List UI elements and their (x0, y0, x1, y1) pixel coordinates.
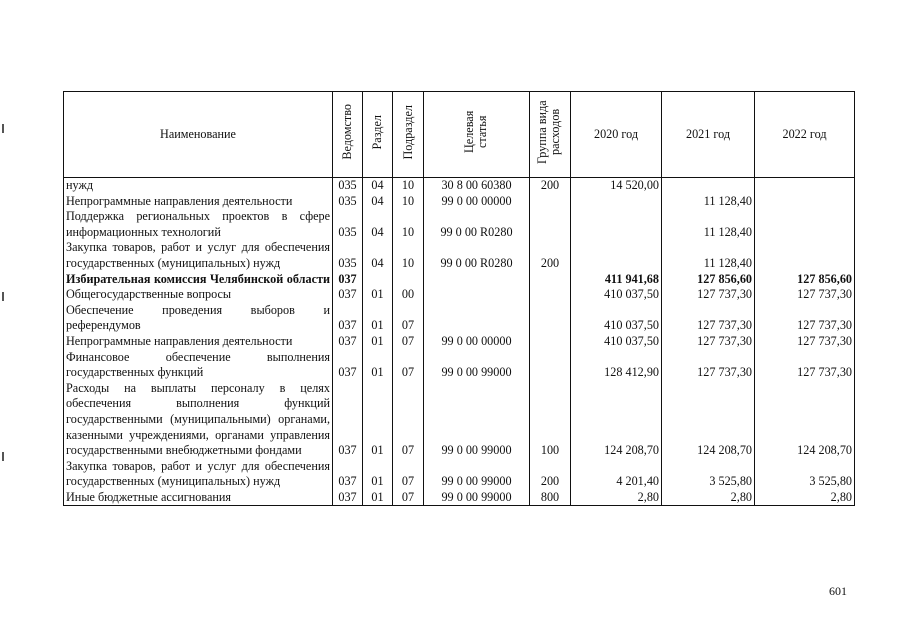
row-dept: 035 (333, 194, 363, 210)
scan-margin-mark (2, 452, 4, 461)
table-row (64, 381, 855, 459)
row-section: 04 (363, 240, 393, 271)
row-section: 01 (363, 287, 393, 303)
row-name: Закупка товаров, работ и услуг для обеспечения государственных (муниципальных) нужд (64, 240, 333, 271)
row-subsection: 07 (393, 381, 424, 459)
row-dept: 037 (333, 490, 363, 506)
row-name: Обеспечение проведения выборов и референдумов (64, 303, 333, 334)
row-dept: 037 (333, 272, 363, 288)
row-subsection: 00 (393, 287, 424, 303)
row-2021: 3 525,80 (662, 459, 755, 490)
row-2021: 127 856,60 (662, 272, 755, 288)
row-section: 04 (363, 209, 393, 240)
row-target (424, 287, 530, 303)
row-target: 99 0 00 99000 (424, 381, 530, 459)
row-target (424, 303, 530, 334)
table-row (64, 209, 855, 240)
row-name: Закупка товаров, работ и услуг для обеспечения государственных (муниципальных) нужд (64, 459, 333, 490)
row-2022: 127 737,30 (755, 303, 855, 334)
row-dept: 035 (333, 240, 363, 271)
row-target: 99 0 00 99000 (424, 350, 530, 381)
row-2022 (755, 240, 855, 271)
row-dept: 037 (333, 334, 363, 350)
row-expense-group: 200 (530, 459, 571, 490)
row-name: Поддержка региональных проектов в сфере информационных технологий (64, 209, 333, 240)
row-2020: 410 037,50 (571, 303, 662, 334)
row-name: Финансовое обеспечение выполнения государственных функций (64, 350, 333, 381)
row-target: 99 0 00 99000 (424, 459, 530, 490)
row-2020: 2,80 (571, 490, 662, 506)
row-2020 (571, 194, 662, 210)
row-2020: 128 412,90 (571, 350, 662, 381)
header-dept: Ведомство (333, 92, 363, 178)
table-row (64, 287, 855, 303)
row-expense-group (530, 303, 571, 334)
header-2022: 2022 год (755, 92, 855, 178)
row-target (424, 272, 530, 288)
header-2020: 2020 год (571, 92, 662, 178)
row-2022: 124 208,70 (755, 381, 855, 459)
page-number: 601 (829, 584, 847, 598)
row-dept: 037 (333, 303, 363, 334)
row-target: 99 0 00 00000 (424, 194, 530, 210)
row-expense-group (530, 209, 571, 240)
header-subsection: Подраздел (393, 92, 424, 178)
row-section: 01 (363, 334, 393, 350)
row-subsection: 10 (393, 178, 424, 194)
row-subsection: 10 (393, 194, 424, 210)
row-expense-group (530, 194, 571, 210)
row-2021: 11 128,40 (662, 240, 755, 271)
row-target: 99 0 00 R0280 (424, 209, 530, 240)
row-target: 99 0 00 R0280 (424, 240, 530, 271)
row-expense-group: 800 (530, 490, 571, 506)
scan-margin-mark (2, 292, 4, 301)
header-row (64, 92, 855, 178)
header-expense-group: Группа вида расходов (530, 92, 571, 178)
row-dept: 037 (333, 459, 363, 490)
row-subsection: 10 (393, 209, 424, 240)
row-dept: 035 (333, 209, 363, 240)
row-2020: 4 201,40 (571, 459, 662, 490)
row-2021: 127 737,30 (662, 350, 755, 381)
row-name: нужд (64, 178, 333, 194)
row-expense-group (530, 272, 571, 288)
header-name: Наименование (64, 92, 333, 178)
header-section: Раздел (363, 92, 393, 178)
row-2022: 3 525,80 (755, 459, 855, 490)
row-2022 (755, 178, 855, 194)
row-dept: 035 (333, 178, 363, 194)
row-2020: 410 037,50 (571, 287, 662, 303)
row-2022 (755, 194, 855, 210)
row-2021 (662, 178, 755, 194)
table-row (64, 303, 855, 334)
row-2020: 14 520,00 (571, 178, 662, 194)
row-2022: 127 737,30 (755, 287, 855, 303)
row-2021: 127 737,30 (662, 334, 755, 350)
row-expense-group (530, 287, 571, 303)
row-2021: 2,80 (662, 490, 755, 506)
table-row (64, 334, 855, 350)
row-section (363, 272, 393, 288)
table-row (64, 350, 855, 381)
header-target: Целевая статья (424, 92, 530, 178)
row-subsection: 07 (393, 490, 424, 506)
row-subsection: 07 (393, 459, 424, 490)
budget-table (63, 91, 855, 506)
row-name: Избирательная комиссия Челябинской области (64, 272, 333, 288)
table-row (64, 194, 855, 210)
table-row (64, 272, 855, 288)
row-section: 04 (363, 178, 393, 194)
row-subsection (393, 272, 424, 288)
row-2020: 124 208,70 (571, 381, 662, 459)
header-2021: 2021 год (662, 92, 755, 178)
row-2021: 124 208,70 (662, 381, 755, 459)
row-expense-group (530, 334, 571, 350)
row-name: Общегосударственные вопросы (64, 287, 333, 303)
row-subsection: 07 (393, 303, 424, 334)
row-dept: 037 (333, 350, 363, 381)
row-target: 99 0 00 99000 (424, 490, 530, 506)
row-2021: 127 737,30 (662, 303, 755, 334)
row-target: 99 0 00 00000 (424, 334, 530, 350)
row-2020 (571, 209, 662, 240)
table-row (64, 490, 855, 506)
row-2020: 410 037,50 (571, 334, 662, 350)
row-subsection: 07 (393, 350, 424, 381)
row-dept: 037 (333, 381, 363, 459)
row-2022: 2,80 (755, 490, 855, 506)
row-section: 01 (363, 459, 393, 490)
row-expense-group: 100 (530, 381, 571, 459)
row-name: Непрограммные направления деятельности (64, 334, 333, 350)
row-expense-group: 200 (530, 240, 571, 271)
row-name: Иные бюджетные ассигнования (64, 490, 333, 506)
row-section: 04 (363, 194, 393, 210)
table-row (64, 178, 855, 194)
table-row (64, 459, 855, 490)
scan-margin-mark (2, 124, 4, 133)
row-name: Непрограммные направления деятельности (64, 194, 333, 210)
row-2021: 11 128,40 (662, 194, 755, 210)
row-2022: 127 737,30 (755, 334, 855, 350)
table-row (64, 240, 855, 271)
row-subsection: 07 (393, 334, 424, 350)
row-expense-group (530, 350, 571, 381)
row-dept: 037 (333, 287, 363, 303)
row-2022 (755, 209, 855, 240)
row-2022: 127 737,30 (755, 350, 855, 381)
row-2022: 127 856,60 (755, 272, 855, 288)
row-target: 30 8 00 60380 (424, 178, 530, 194)
row-section: 01 (363, 303, 393, 334)
row-name: Расходы на выплаты персоналу в целях обеспечения выполнения функций государственными (муниципальными) органами, казенными учреждениями, органами управления государственными внебюджетными фондами (64, 381, 333, 459)
row-2020: 411 941,68 (571, 272, 662, 288)
row-section: 01 (363, 350, 393, 381)
row-2020 (571, 240, 662, 271)
row-expense-group: 200 (530, 178, 571, 194)
row-section: 01 (363, 490, 393, 506)
row-2021: 11 128,40 (662, 209, 755, 240)
row-subsection: 10 (393, 240, 424, 271)
row-2021: 127 737,30 (662, 287, 755, 303)
row-section: 01 (363, 381, 393, 459)
